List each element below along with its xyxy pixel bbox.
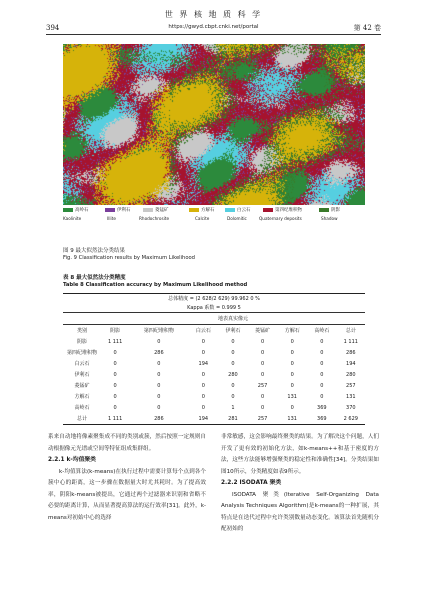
legend-swatch	[225, 208, 235, 212]
legend-swatch	[63, 208, 73, 212]
table-cell: 0	[231, 360, 235, 367]
table-cell: 0	[320, 338, 324, 345]
table-cell: 0	[231, 393, 235, 400]
table-col-header: 伊利石	[218, 325, 248, 337]
table-cell: 0	[320, 360, 324, 367]
table-cell: 0	[113, 349, 117, 356]
paragraph: 非常敏感，这会影响最终聚类的结果。为了解决这个问题，人们开发了更有效的初始化方法，如k-means++和基于密度的方法，这些方法能够增强聚类的稳定性和准确性[34]。分类结果如图10所示，分类精度如表9所示。	[221, 434, 379, 475]
table-cell: 0	[290, 382, 294, 389]
table-row-label: 阴影	[76, 339, 87, 345]
table-cell: 257	[248, 413, 278, 425]
legend-label-cn: 白云石	[237, 208, 251, 213]
table-cell: 0	[113, 393, 117, 400]
journal-title: 世 界 核 地 质 科 学	[164, 10, 263, 19]
table-row	[63, 402, 365, 413]
legend-swatch	[263, 208, 273, 212]
table-cell: 370	[346, 404, 356, 411]
paragraph: 系来自动地将像素聚集成不同的类别或簇，然后按照一定规则自动根据像元光谱或空间等特征组成集群组。	[48, 434, 206, 452]
table-cell: 0	[201, 382, 205, 389]
table-cell: 0	[201, 393, 205, 400]
map-legend	[63, 207, 363, 237]
legend-label-en: Dolomitic	[227, 216, 247, 221]
table-row-label: 方解石	[74, 394, 90, 400]
table-cell: 0	[290, 338, 294, 345]
table-row-label: 总计	[63, 413, 101, 425]
table-cell: 1 111	[101, 413, 129, 425]
table-cell: 1 111	[107, 338, 123, 345]
legend-label-cn: 高岭石	[75, 208, 89, 213]
section-heading: 2.2.2 ISODATA 聚类	[221, 480, 282, 486]
legend-label-cn: 伊利石	[117, 208, 131, 213]
table-cell: 0	[260, 393, 265, 400]
table-cell: 0	[157, 382, 161, 389]
table-cell: 0	[290, 404, 294, 411]
table-group-header: 地表真实像元	[101, 313, 365, 325]
table-cell: 0	[320, 393, 324, 400]
legend-label-cn: 方解石	[201, 208, 215, 213]
table-cell: 0	[157, 338, 161, 345]
section-heading: 2.2.1 k-均值聚类	[48, 457, 96, 463]
table-cell: 0	[290, 349, 294, 356]
table-cell: 194	[189, 413, 219, 425]
legend-item-shadow	[319, 207, 340, 213]
table-row	[63, 413, 365, 425]
legend-label-cn: 菱锰矿	[155, 208, 169, 213]
table-row	[63, 358, 365, 369]
legend-label-en: Shadow	[321, 216, 338, 221]
figure-caption-cn: 图 9 最大似然法分类结果	[63, 248, 125, 254]
table-cell: 369	[307, 413, 337, 425]
table-cell: 2 629	[337, 413, 365, 425]
table-cell: 257	[257, 382, 268, 389]
legend-item-rhodochrosite	[143, 207, 169, 213]
classification-map-image	[63, 44, 365, 205]
table-row	[63, 391, 365, 402]
table-cell: 0	[157, 393, 161, 400]
table-cell: 0	[201, 371, 205, 378]
table-cell: 280	[228, 371, 238, 378]
table-cell: 286	[154, 349, 164, 356]
legend-label-en: Illite	[107, 216, 116, 221]
table-cell: 0	[157, 404, 161, 411]
table-cell: 194	[198, 360, 209, 367]
table-summary-accuracy: 总体精度 = (2 628/2 629) 99.962 0 %	[63, 294, 365, 304]
paragraph: k-均值算法(k-means)在执行过程中需要计算每个点到各个簇中心的距离，这一步骤在数据量大时尤其耗时。为了提高效率，阴阳k-means被提出，它通过两个过滤器来识别和省略不必要的距离计算，从而显著提高算法的运行效率[31]。此外，k-means对初始中心的选择	[48, 468, 206, 521]
table-col-header: 阴影	[101, 325, 129, 337]
table-cell: 0	[201, 338, 205, 345]
table-cell: 0	[113, 360, 117, 367]
table-cell: 0	[201, 349, 205, 356]
table-cell: 0	[231, 349, 235, 356]
paragraph: ISODATA 聚类(Iterative Self-Organizing Data Analysis Techniques Algorithm)是k-means的一种扩展，其特点是在迭代过程中允许类别数量动态变化。该算法首先随机分配初始的	[221, 491, 379, 532]
legend-label-en: Quaternary deposits	[259, 216, 302, 221]
legend-item-calcite	[189, 207, 215, 213]
table-caption-cn: 表 8 最大似然法分类精度	[63, 275, 126, 281]
table-row	[63, 336, 365, 347]
legend-label-en: Calcite	[195, 216, 210, 221]
volume-label: 第 42 卷	[353, 24, 381, 32]
legend-item-quaternary	[263, 207, 302, 213]
legend-swatch	[319, 208, 329, 212]
legend-label-en: Rhodochrosite	[139, 216, 170, 221]
legend-item-kaolinite	[63, 207, 89, 213]
legend-label-en: Kaolinite	[63, 216, 82, 221]
table-cell: 0	[260, 338, 265, 345]
table-row	[63, 347, 365, 358]
table-col-header: 第四纪堆积物	[129, 325, 188, 337]
table-col-header: 高岭石	[307, 325, 337, 337]
table-cell: 286	[346, 349, 356, 356]
legend-swatch	[189, 208, 199, 212]
journal-url: https://gwyd.cbpt.cnki.net/portal	[168, 24, 259, 30]
table-body	[63, 336, 365, 425]
legend-swatch	[143, 208, 153, 212]
legend-item-dolomitic	[225, 207, 251, 213]
table-row-label: 高岭石	[74, 405, 90, 411]
table-cell: 0	[260, 404, 265, 411]
table-cell: 0	[113, 382, 117, 389]
table-cell: 0	[290, 360, 294, 367]
table-cell: 0	[260, 360, 265, 367]
table-cell: 0	[320, 349, 324, 356]
table-cell: 281	[218, 413, 248, 425]
table-cell: 257	[346, 382, 356, 389]
table-cell: 286	[129, 413, 188, 425]
table-col-header: 方解石	[277, 325, 307, 337]
table-cell: 0	[260, 349, 265, 356]
table-cell: 0	[231, 382, 235, 389]
page-number: 394	[46, 24, 60, 32]
table-row-label: 菱锰矿	[74, 383, 90, 389]
header-rule	[46, 34, 381, 35]
table-cell: 0	[157, 360, 161, 367]
table-cell: 280	[346, 371, 356, 378]
table-cell: 131	[287, 393, 297, 400]
legend-label-cn: 阴影	[331, 208, 340, 213]
table-cell: 0	[157, 371, 161, 378]
table-summary-kappa: Kappa 系数 = 0.999 5	[187, 305, 241, 311]
table-cell: 0	[113, 404, 117, 411]
table-row-label: 白云石	[74, 361, 90, 367]
table-caption-en: Table 8 Classification accuracy by Maximum Likelihood method	[63, 282, 248, 288]
table-row-label: 伊利石	[74, 372, 90, 378]
legend-swatch	[105, 208, 115, 212]
table-cell: 0	[113, 371, 117, 378]
table-cell: 0	[260, 371, 265, 378]
legend-label-cn: 第四纪堆积物	[275, 208, 302, 213]
body-column-right	[221, 432, 379, 536]
table-col-header: 总计	[337, 325, 365, 337]
table-col-header: 白云石	[189, 325, 219, 337]
table-cell: 0	[290, 371, 294, 378]
table-cell: 369	[317, 404, 327, 411]
table-cell: 131	[346, 393, 356, 400]
table-col-header: 类别	[63, 325, 101, 337]
legend-item-illite	[105, 207, 131, 213]
table-cell: 1 111	[343, 338, 358, 345]
table-col-header: 菱锰矿	[248, 325, 278, 337]
figure-caption-en: Fig. 9 Classification results by Maximum Likelihood	[63, 255, 195, 261]
table-row	[63, 380, 365, 391]
table-cell: 0	[320, 382, 324, 389]
table-cell: 131	[277, 413, 307, 425]
table-cell: 0	[231, 338, 235, 345]
table-cell: 194	[346, 360, 356, 367]
table-cell: 0	[320, 371, 324, 378]
table-row	[63, 369, 365, 380]
table-cell: 1	[231, 404, 235, 411]
body-column-left	[48, 432, 206, 524]
table-header-row	[63, 325, 365, 337]
table-cell: 0	[201, 404, 205, 411]
accuracy-table	[63, 293, 365, 425]
table-row-label: 第四纪堆积物	[66, 350, 97, 356]
